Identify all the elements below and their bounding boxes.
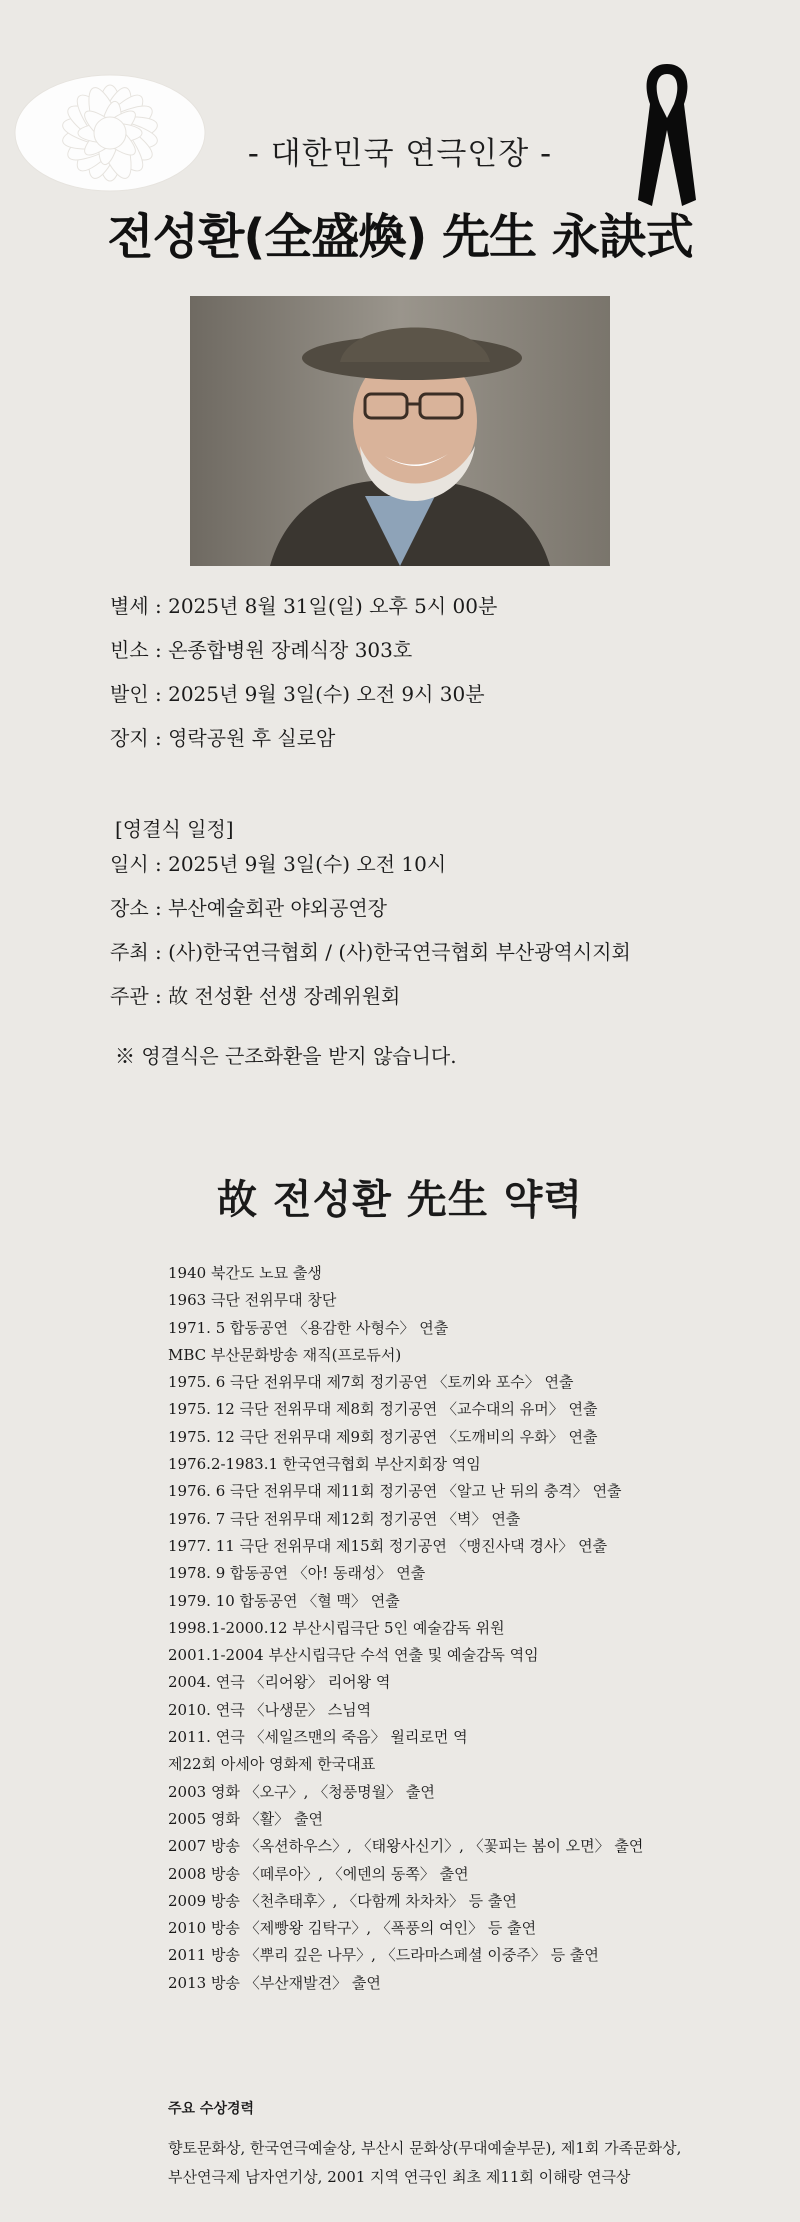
wreath-notice: ※ 영결식은 근조화환을 받지 않습니다. <box>115 1044 457 1068</box>
list-item: 2011. 연극 〈세일즈맨의 죽음〉 윌리로먼 역 <box>168 1728 468 1747</box>
career-title: 故 전성환 先生 약력 <box>217 1176 583 1223</box>
list-item: 2003 영화 〈오구〉, 〈청풍명월〉 출연 <box>168 1782 435 1801</box>
schedule-heading: [영결식 일정] <box>115 817 234 841</box>
list-item: 1976.2-1983.1 한국연극협회 부산지회장 역임 <box>168 1455 481 1474</box>
list-item: MBC 부산문화방송 재직(프로듀서) <box>168 1345 402 1364</box>
list-item: 2010. 연극 〈나생문〉 스님역 <box>168 1700 372 1719</box>
list-item: 2001.1-2004 부산시립극단 수석 연출 및 예술감독 역임 <box>168 1646 539 1665</box>
list-item: 2005 영화 〈활〉 출연 <box>168 1809 323 1828</box>
departure-date: 발인 : 2025년 9월 3일(수) 오전 9시 30분 <box>110 682 485 706</box>
list-item: 제22회 아세아 영화제 한국대표 <box>168 1755 376 1774</box>
death-date: 별세 : 2025년 8월 31일(일) 오후 5시 00분 <box>110 594 498 618</box>
list-item: 2007 방송 〈옥션하우스〉, 〈태왕사신기〉, 〈꽃피는 봄이 오면〉 출연 <box>168 1837 644 1856</box>
schedule-organizer: 주관 : 故 전성환 선생 장례위원회 <box>110 984 401 1008</box>
awards-line: 향토문화상, 한국연극예술상, 부산시 문화상(무대예술부문), 제1회 가족문화상, <box>168 2139 682 2157</box>
list-item: 1975. 6 극단 전위무대 제7회 정기공연 〈토끼와 포수〉 연출 <box>168 1373 574 1392</box>
list-item: 1976. 7 극단 전위무대 제12회 정기공연 〈벽〉 연출 <box>168 1509 521 1528</box>
list-item: 1998.1-2000.12 부산시립극단 5인 예술감독 위원 <box>168 1618 505 1637</box>
career-list <box>168 1260 643 1997</box>
list-item: 2013 방송 〈부산재발견〉 출연 <box>168 1973 381 1992</box>
list-item: 1940 북간도 노묘 출생 <box>168 1264 322 1282</box>
funeral-hall: 빈소 : 온종합병원 장례식장 303호 <box>110 638 413 662</box>
awards-list <box>168 2134 681 2192</box>
page-title: 전성환(全盛煥) 先生 永訣式 <box>107 209 693 265</box>
schedule-time: 일시 : 2025년 9월 3일(수) 오전 10시 <box>110 852 447 876</box>
list-item: 1975. 12 극단 전위무대 제8회 정기공연 〈교수대의 유머〉 연출 <box>168 1400 598 1419</box>
list-item: 1979. 10 합동공연 〈혈 맥〉 연출 <box>168 1591 400 1610</box>
list-item: 2011 방송 〈뿌리 깊은 나무〉, 〈드라마스페셜 이중주〉 등 출연 <box>168 1946 599 1965</box>
list-item: 1971. 5 합동공연 〈용감한 사형수〉 연출 <box>168 1318 449 1337</box>
portrait-photo <box>190 296 610 566</box>
awards-heading: 주요 수상경력 <box>168 2101 255 2117</box>
list-item: 2008 방송 〈떼루아〉, 〈에덴의 동쪽〉 출연 <box>168 1864 469 1883</box>
list-item: 2004. 연극 〈리어왕〉 리어왕 역 <box>168 1673 391 1692</box>
awards-line: 부산연극제 남자연기상, 2001 지역 연극인 최초 제11회 이해랑 연극상 <box>168 2168 631 2186</box>
list-item: 1975. 12 극단 전위무대 제9회 정기공연 〈도깨비의 우화〉 연출 <box>168 1427 598 1446</box>
list-item: 2009 방송 〈천추태후〉, 〈다함께 차차차〉 등 출연 <box>168 1891 517 1910</box>
list-item: 1978. 9 합동공연 〈아! 동래성〉 연출 <box>168 1564 426 1583</box>
list-item: 1963 극단 전위무대 창단 <box>168 1291 337 1310</box>
schedule-host: 주최 : (사)한국연극협회 / (사)한국연극협회 부산광역시지회 <box>110 940 631 964</box>
list-item: 1977. 11 극단 전위무대 제15회 정기공연 〈맹진사댁 경사〉 연출 <box>168 1536 608 1555</box>
list-item: 2010 방송 〈제빵왕 김탁구〉, 〈폭풍의 여인〉 등 출연 <box>168 1919 537 1938</box>
schedule-place: 장소 : 부산예술회관 야외공연장 <box>110 896 387 920</box>
burial-place: 장지 : 영락공원 후 실로암 <box>110 726 336 750</box>
list-item: 1976. 6 극단 전위무대 제11회 정기공연 〈알고 난 뒤의 충격〉 연출 <box>168 1482 622 1501</box>
page-subtitle: - 대한민국 연극인장 - <box>247 136 553 172</box>
